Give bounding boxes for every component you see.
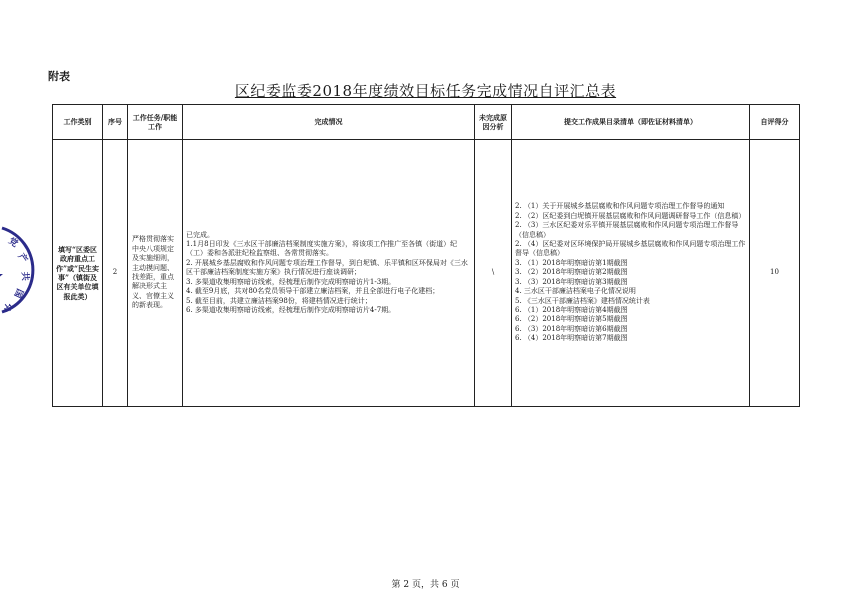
completion-line: 5. 截至目前，共建立廉洁档案98份，将建档情况进行统计； (186, 296, 372, 305)
cell-materials (512, 140, 750, 407)
header-category: 工作类别 (53, 105, 103, 140)
cell-reason: \ (475, 140, 512, 407)
materials-item: 2. （3）三水区纪委对乐平镇开展基层腐败和作风问题专项治理工作督导（信息稿） (515, 221, 739, 239)
cell-number: 2 (103, 140, 128, 407)
materials-item: 5. 《三水区干部廉洁档案》建档情况统计表 (515, 296, 650, 305)
completion-line: 1.1月8日印发《三水区干部廉洁档案制度实施方案》，将该项工作推广至各镇（街道）纪（工）委和各派驻纪检监察组、各常贯彻落实。 (186, 239, 458, 258)
completion-line: 2. 开展城乡基层腐败和作风问题专项治理工作督导，到白坭镇、乐平镇和区环保局对《三水区干部廉洁档案制度实施方案》执行情况进行座谈调研； (186, 258, 468, 277)
materials-item: 3. （2）2018年明察暗访第2期截图 (515, 268, 628, 277)
completion-line: 3. 多渠道收集明察暗访线索，经梳理后制作完成明察暗访片1-3期。 (186, 277, 396, 286)
svg-text:共: 共 (19, 271, 30, 282)
materials-item: 6. （2）2018年明察暗访第5期截图 (515, 315, 628, 324)
materials-item: 2. （4）区纪委对区环境保护局开展城乡基层腐败和作风问题专项治理工作督导（信息稿） (515, 239, 746, 258)
materials-item: 3. （1）2018年明察暗访第1期截图 (515, 258, 628, 267)
cell-task: 严格贯彻落实中央八项规定及实施细则，主动摸问题、找差距，重点解决形式主义、官僚主义的新表现。 (128, 140, 183, 407)
svg-text:中: 中 (0, 299, 14, 314)
summary-table (52, 104, 800, 407)
materials-item: 4. 三水区干部廉洁档案电子化情况说明 (515, 287, 636, 296)
header-score: 自评得分 (750, 105, 800, 140)
svg-text:党: 党 (6, 236, 20, 250)
official-seal-icon (0, 222, 56, 318)
table-header-row (53, 105, 800, 140)
header-completion: 完成情况 (183, 105, 475, 140)
completion-line: 4. 截至9月底，共对80名党员领导干部建立廉洁档案，并且全部进行电子化建档； (186, 287, 440, 296)
attachment-label: 附表 (48, 70, 70, 83)
page-footer: 第 2 页，共 6 页 (391, 580, 460, 590)
table-row (53, 140, 800, 407)
cell-completion (183, 140, 475, 407)
header-materials: 提交工作成果目录清单（即佐证材料清单） (512, 105, 750, 140)
materials-item: 2. （2）区纪委到白坭镇开展基层腐败和作风问题调研督导工作（信息稿） (515, 211, 746, 220)
cell-category: 填写“区委区政府重点工作”或“民生实事”（镇街及区有关单位填报此类） (53, 140, 103, 407)
svg-text:国: 国 (11, 286, 25, 300)
materials-item: 2. （1）关于开展城乡基层腐败和作风问题专项治理工作督导的通知 (515, 202, 725, 211)
header-task: 工作任务/职能工作 (128, 105, 183, 140)
header-reason: 未完成原因分析 (475, 105, 512, 140)
cell-score: 10 (750, 140, 800, 407)
materials-item: 6. （4）2018年明察暗访第7期截图 (515, 334, 628, 343)
materials-item: 6. （3）2018年明察暗访第6期截图 (515, 324, 628, 333)
completion-line: 6. 多渠道收集明察暗访线索，经梳理后制作完成明察暗访片4-7期。 (186, 306, 396, 315)
materials-item: 6. （1）2018年明察暗访第4期截图 (515, 306, 628, 315)
completion-line: 已完成。 (186, 230, 214, 239)
materials-item: 3. （3）2018年明察暗访第3期截图 (515, 277, 628, 286)
header-number: 序号 (103, 105, 128, 140)
page-title: 区纪委监委2018年度绩效目标任务完成情况自评汇总表 (234, 82, 617, 100)
svg-text:产: 产 (15, 251, 29, 266)
